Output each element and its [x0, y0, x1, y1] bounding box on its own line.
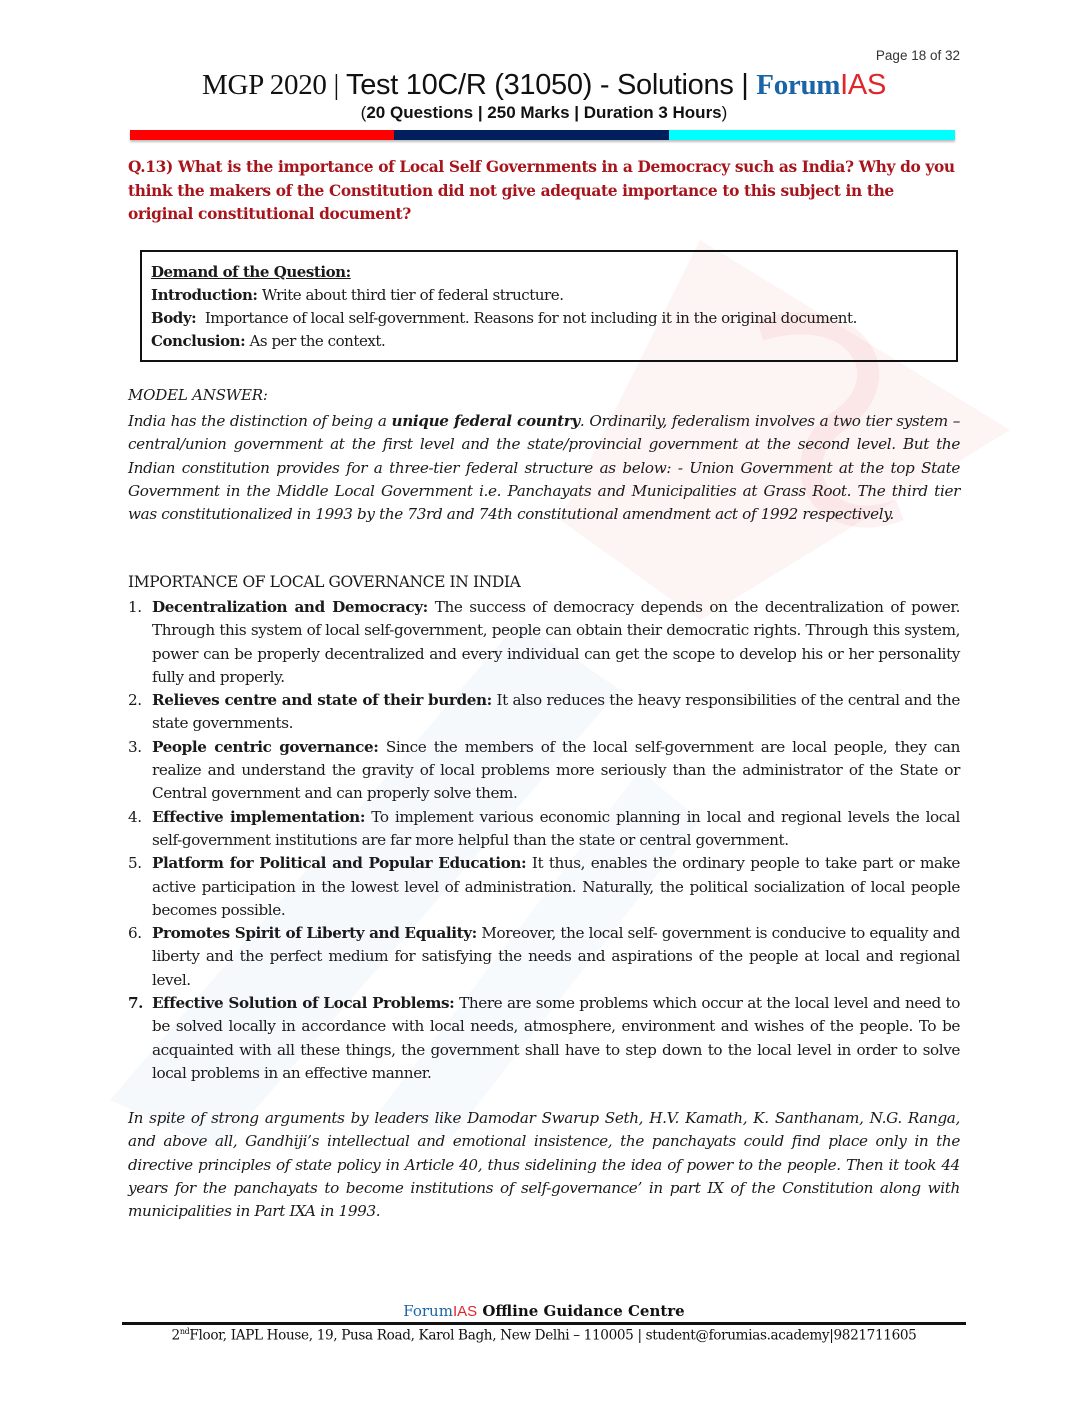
emphasis-unique-federal-country: unique federal country [391, 412, 580, 430]
question-text: Q.13) What is the importance of Local Self Governments in a Democracy such as India? Why do you think the makers of the Constitution did not give adequate importance to this subject in the original constitutional document? [128, 158, 955, 223]
demand-item-conclusion: Conclusion: As per the context. [151, 332, 386, 350]
list-item: 7. Effective Solution of Local Problems: There are some problems which occur at the local level and need to be solved locally in accordance with local needs, atmosphere, environment and wishes of the people. To be acquainted with all these things, the government shall have to step down to the local level in order to solve local problems in an effective manner. [128, 994, 960, 1082]
model-answer-intro: India has the distinction of being a unique federal country. Ordinarily, federalism involves a two tier system – central/union government at the first level and the state/provincial government at the second level. But the Indian constitution provides for a three-tier federal structure as below: - Union Government at the top State Government in the Middle Local Government i.e. Panchayats and Municipalities at Grass Root. The third tier was constitutionalized in 1993 by the 73rd and 74th constitutional amendment act of 1992 respectively. [128, 412, 960, 524]
color-bar-navy [394, 130, 669, 140]
demand-of-question-box [140, 250, 958, 362]
header-subtitle-text: 20 Questions | 250 Marks | Duration 3 Hours [366, 103, 722, 122]
brand-ias-text: IAS [840, 69, 887, 101]
importance-heading: IMPORTANCE OF LOCAL GOVERNANCE IN INDIA [128, 573, 521, 591]
list-item: 6. Promotes Spirit of Liberty and Equality: Moreover, the local self- government is conducive to equality and liberty and the perfect medium for satisfying the needs and aspirations of the people at local and regional level. [128, 924, 960, 989]
importance-list [128, 596, 960, 1085]
footer-brand: ForumIAS Offline Guidance Centre [403, 1302, 685, 1320]
page-number: Page 18 of 32 [875, 48, 960, 63]
header-title-prefix: MGP 2020 | [201, 69, 347, 101]
demand-title: Demand of the Question: [151, 263, 351, 281]
footer-address: 2ndFloor, IAPL House, 19, Pusa Road, Karol Bagh, New Delhi – 110005 | student@forumias.academy|9821711605 [171, 1327, 917, 1344]
list-item: 2. Relieves centre and state of their burden: It also reduces the heavy responsibilities of the central and the state governments. [128, 691, 960, 733]
color-bar-cyan [669, 130, 955, 140]
brand-forum-text: Forum [756, 69, 841, 101]
model-answer-label: MODEL ANSWER: [128, 386, 268, 404]
list-item: 4. Effective implementation: To implement various economic planning in local and regional levels the local self-government institutions are far more helpful than the state or central government. [128, 807, 961, 849]
list-item: 3. People centric governance: Since the members of the local self-government are local people, they can realize and understand the gravity of local problems more seriously than the administrator of the State or Central government and can properly solve them. [128, 737, 960, 803]
color-bar-red [130, 130, 394, 140]
header-title-main: Test 10C/R (31050) - Solutions | [346, 69, 757, 101]
demand-item-introduction: Introduction: Write about third tier of federal structure. [151, 286, 564, 304]
header-subtitle: (20 Questions | 250 Marks | Duration 3 Hours) [360, 103, 728, 122]
demand-item-body: Body: Importance of local self-government. Reasons for not including it in the original document. [151, 309, 857, 327]
header-color-bar [130, 130, 955, 140]
list-item: 5. Platform for Political and Popular Education: It thus, enables the ordinary people to take part or make active participation in the lowest level of administration. Naturally, the political socialization of local people becomes possible. [128, 854, 960, 919]
footer-divider [122, 1322, 966, 1325]
document-header-title [0, 66, 1088, 103]
conclusion-paragraph: In spite of strong arguments by leaders like Damodar Swarup Seth, H.V. Kamath, K. Santhanam, N.G. Ranga, and above all, Gandhiji’s intellectual and emotional insistence, the panchayats could find place only in the directive principles of state policy in Article 40, thus sidelining the idea of power to the people. Then it took 44 years for the panchayats to become institutions of self-governance’ in part IX of the Constitution along with municipalities in Part IXA in 1993. [128, 1109, 960, 1221]
list-item: 1. Decentralization and Democracy: The success of democracy depends on the decentralization of power. Through this system of local self-government, people can obtain their democratic rights. Through this system, power can be properly decentralized and every individual can get the scope to develop his or her personality fully and properly. [128, 598, 960, 686]
